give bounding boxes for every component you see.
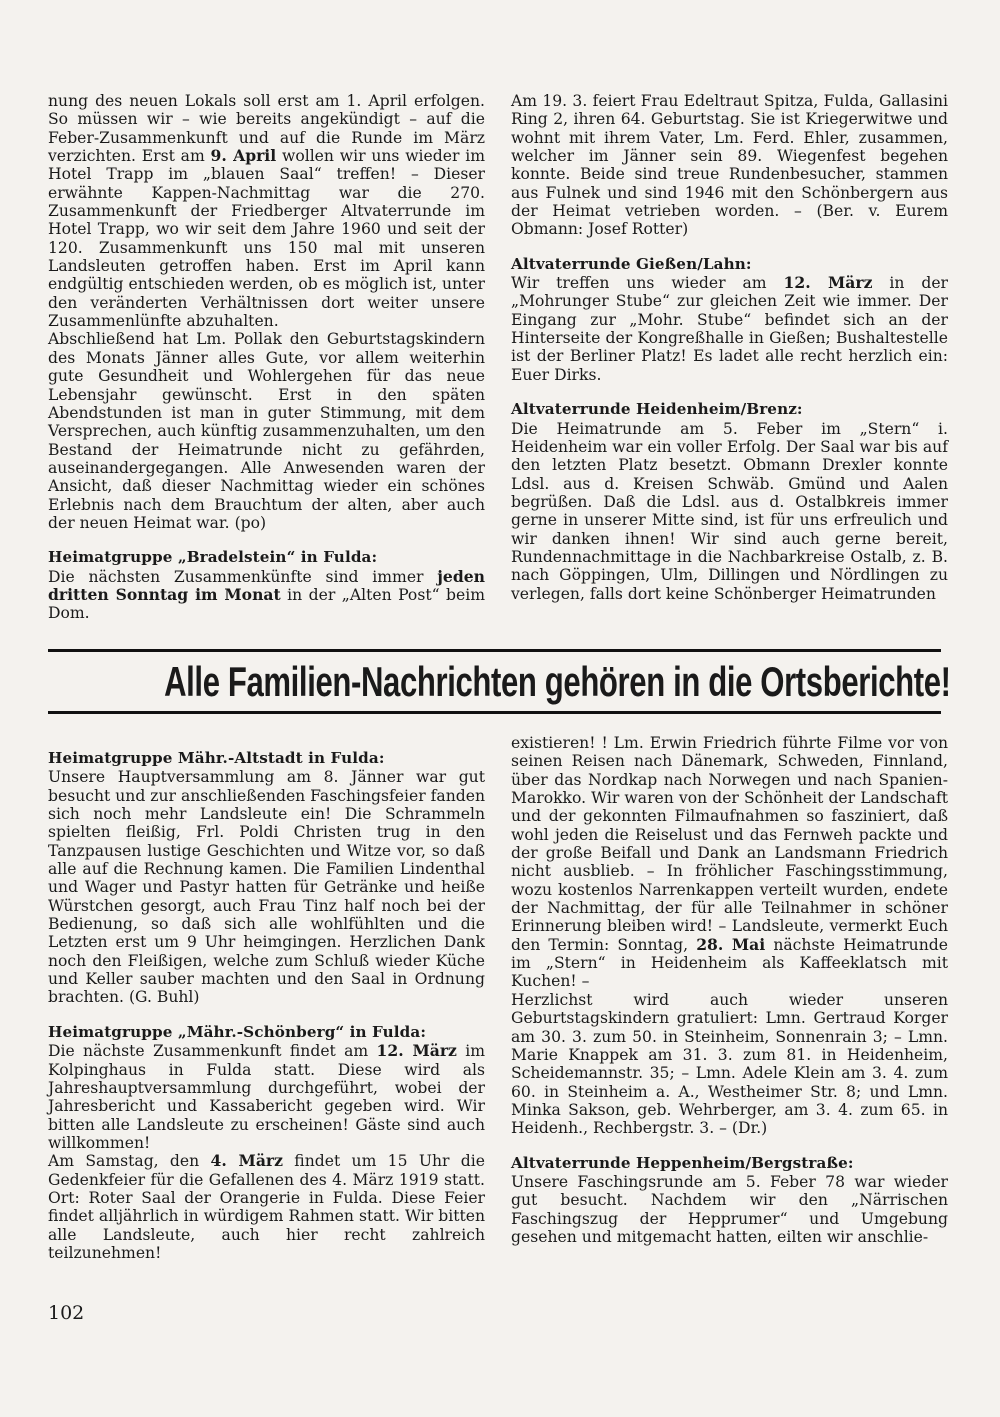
- paragraph: Die nächsten Zusammenkünfte sind immer jeden dritten Sonntag im Monat in der „Alten Post“ beim Dom.: [48, 566, 485, 623]
- section-heading: Altvaterrunde Heidenheim/Brenz:: [511, 400, 803, 419]
- paragraph: Die Heimatrunde am 5. Feber im „Stern“ i. Heidenheim war ein voller Erfolg. Der Saal war bis auf den letzten Platz besetzt. Obmann Drexler konnte Ldsl. aus d. Kreisen Schwäb. Gmünd und Aalen begrüßen. Daß die Ldsl. aus d. Ostalbkreis immer gerne in unserer Mitte sind, ist für uns erfreulich und wir danken ihnen! Wir sind auch gerne bereit, Rundennachmittage in die Nachbarkreise Ostalb, z. B. nach Göppingen, Ulm, Dillingen und Nördlingen zu verlegen, falls dort keine Schönberger Heimatrunden: [511, 419, 948, 603]
- section-heading: Heimatgruppe „Bradelstein“ in Fulda:: [48, 548, 378, 567]
- section-heading: Altvaterrunde Gießen/Lahn:: [511, 254, 752, 273]
- paragraph: Abschließend hat Lm. Pollak den Geburtstagskindern des Monats Jänner alles Gute, vor allem weiterhin gute Gesundheit und Wohlergehen für das neue Lebensjahr gewünscht. Erst in den späten Abendstunden ist man in guter Stimmung, mit dem Versprechen, auch künftig zusammenzuhalten, um den Bestand der Heimatrunde nicht zu gefährden, auseinandergegangen. Alle Anwesenden waren der Ansicht, daß dieser Nachmittag wieder ein schönes Erlebnis nach dem Brauchtum der alten, aber auch der neuen Heimat war. (po): [48, 330, 485, 532]
- paragraph: Unsere Faschingsrunde am 5. Feber 78 war wieder gut besucht. Nachdem wir den „Närrischen Faschingszug der Hepprumer“ und Umgebung gesehen und mitgemacht hatten, eilten wir anschlie-: [511, 1172, 948, 1246]
- page-number: 102: [48, 1302, 85, 1324]
- section-heading: Altvaterrunde Heppenheim/Bergstraße:: [511, 1153, 854, 1172]
- section-heading: Heimatgruppe „Mähr.-Schönberg“ in Fulda:: [48, 1022, 427, 1041]
- column-top-right: [511, 92, 948, 603]
- banner-rule-top: [48, 649, 941, 652]
- column-top-left: [48, 92, 485, 623]
- paragraph: existieren! ! Lm. Erwin Friedrich führte Filme vor von seinen Reisen nach Dänemark, Schweden, Finnland, über das Nordkap nach Norwegen und nach Spanien-Marokko. Wir waren von der Schönheit der Landschaft und der gekonnten Filmaufnahmen so fasziniert, daß wohl jeden die Reiselust und das Fernweh packte und der große Beifall und Dank an Landsmann Friedrich nicht ausblieb. – In fröhlicher Faschingsstimmung, wozu kostenlos Narrenkappen verteilt wurden, endete der Nachmittag, der für alle Teilnahmer in schöner Erinnerung bleiben wird! – Landsleute, vermerkt Euch den Termin: Sonntag, 28. Mai nächste Heimatrunde im „Stern“ in Heidenheim als Kaffeeklatsch mit Kuchen! –: [511, 734, 948, 991]
- banner-headline: Alle Familien-Nachrichten gehören in die Ortsberichte!: [164, 658, 951, 705]
- column-bottom-left: [48, 749, 485, 1262]
- paragraph: Wir treffen uns wieder am 12. März in der „Mohrunger Stube“ zur gleichen Zeit wie immer. Der Eingang zur „Mohr. Stube“ befindet sich an der Hinterseite der Kongreßhalle in Gießen; Bushaltestelle ist der Berliner Platz! Es ladet alle recht herzlich ein: Euer Dirks.: [511, 273, 949, 384]
- paragraph: Herzlichst wird auch wieder unseren Geburtstagskindern gratuliert: Lmn. Gertraud Korger am 30. 3. zum 50. in Steinheim, Sonnenrain 3; – Lmn. Marie Knappek am 31. 3. zum 81. in Heidenheim, Scheidemannstr. 35; – Lmn. Adele Klein am 3. 4. zum 60. in Steinheim a. A., Westheimer Str. 8; und Lmn. Minka Sakson, geb. Wehrberger, am 3. 4. zum 65. in Heidenh., Rechbergstr. 3. – (Dr.): [511, 990, 948, 1138]
- column-bottom-right: [511, 734, 948, 1246]
- paragraph: Am Samstag, den 4. März findet um 15 Uhr die Gedenkfeier für die Gefallenen des 4. März 1919 statt. Ort: Roter Saal der Orangerie in Fulda. Diese Feier findet alljährlich in würdigem Rahmen statt. Wir bitten alle Landsleute, auch hier recht zahlreich teilzunehmen!: [48, 1151, 485, 1262]
- paragraph: Die nächste Zusammenkunft findet am 12. März im Kolpinghaus in Fulda statt. Diese wird als Jahreshauptversammlung durchgeführt, wobei der Jahresbericht und Kassabericht gegeben wird. Wir bitten alle Landsleute zu erscheinen! Gäste sind auch willkommen!: [48, 1041, 486, 1152]
- paragraph: nung des neuen Lokals soll erst am 1. April erfolgen. So müssen wir – wie bereits angekündigt – auf die Feber-Zusammenkunft und auf die Runde im März verzichten. Erst am 9. April wollen wir uns wieder im Hotel Trapp im „blauen Saal“ treffen! – Dieser erwähnte Kappen-Nachmittag war die 270. Zusammenkunft der Friedberger Altvaterrunde im Hotel Trapp, wo wir seit dem Jahre 1960 und seit der 120. Zusammenkunft uns 150 mal mit unseren Landsleuten getroffen haben. Erst im April kann endgültig entschieden werden, ob es möglich ist, unter den veränderten Verhältnissen dort weiter unsere Zusammenlünfte abzuhalten.: [48, 92, 486, 331]
- paragraph: Unsere Hauptversammlung am 8. Jänner war gut besucht und zur anschließenden Faschingsfeier fanden sich noch mehr Landsleute ein! Die Schrammeln spielten fleißig, Frl. Poldi Christen trug in den Tanzpausen lustige Geschichten und Witze vor, so daß alle auf die Rechnung kamen. Die Familien Lindenthal und Wager und Pastyr hatten für Getränke und heiße Würstchen gesorgt, auch Frau Tinz half noch bei der Bedienung, so daß sich alle wohlfühlten und die Letzten erst um 9 Uhr heimgingen. Herzlichen Dank noch den Fleißigen, welche zum Schluß wieder Küche und Keller sauber machten und den Saal in Ordnung brachten. (G. Buhl): [48, 768, 486, 1007]
- paragraph: Am 19. 3. feiert Frau Edeltraut Spitza, Fulda, Gallasini Ring 2, ihren 64. Geburtstag. Sie ist Kriegerwitwe und wohnt mit ihrem Vater, Lm. Ferd. Ehler, zusammen, welcher im Jänner sein 89. Wiegenfest begehen konnte. Beide sind treue Rundenbesucher, stammen aus Fulnek und sind 1946 mit den Schönbergern aus der Heimat vetrieben worden. – (Ber. v. Eurem Obmann: Josef Rotter): [511, 92, 948, 239]
- banner-rule-bottom: [48, 711, 941, 714]
- section-heading: Heimatgruppe Mähr.-Altstadt in Fulda:: [48, 749, 385, 767]
